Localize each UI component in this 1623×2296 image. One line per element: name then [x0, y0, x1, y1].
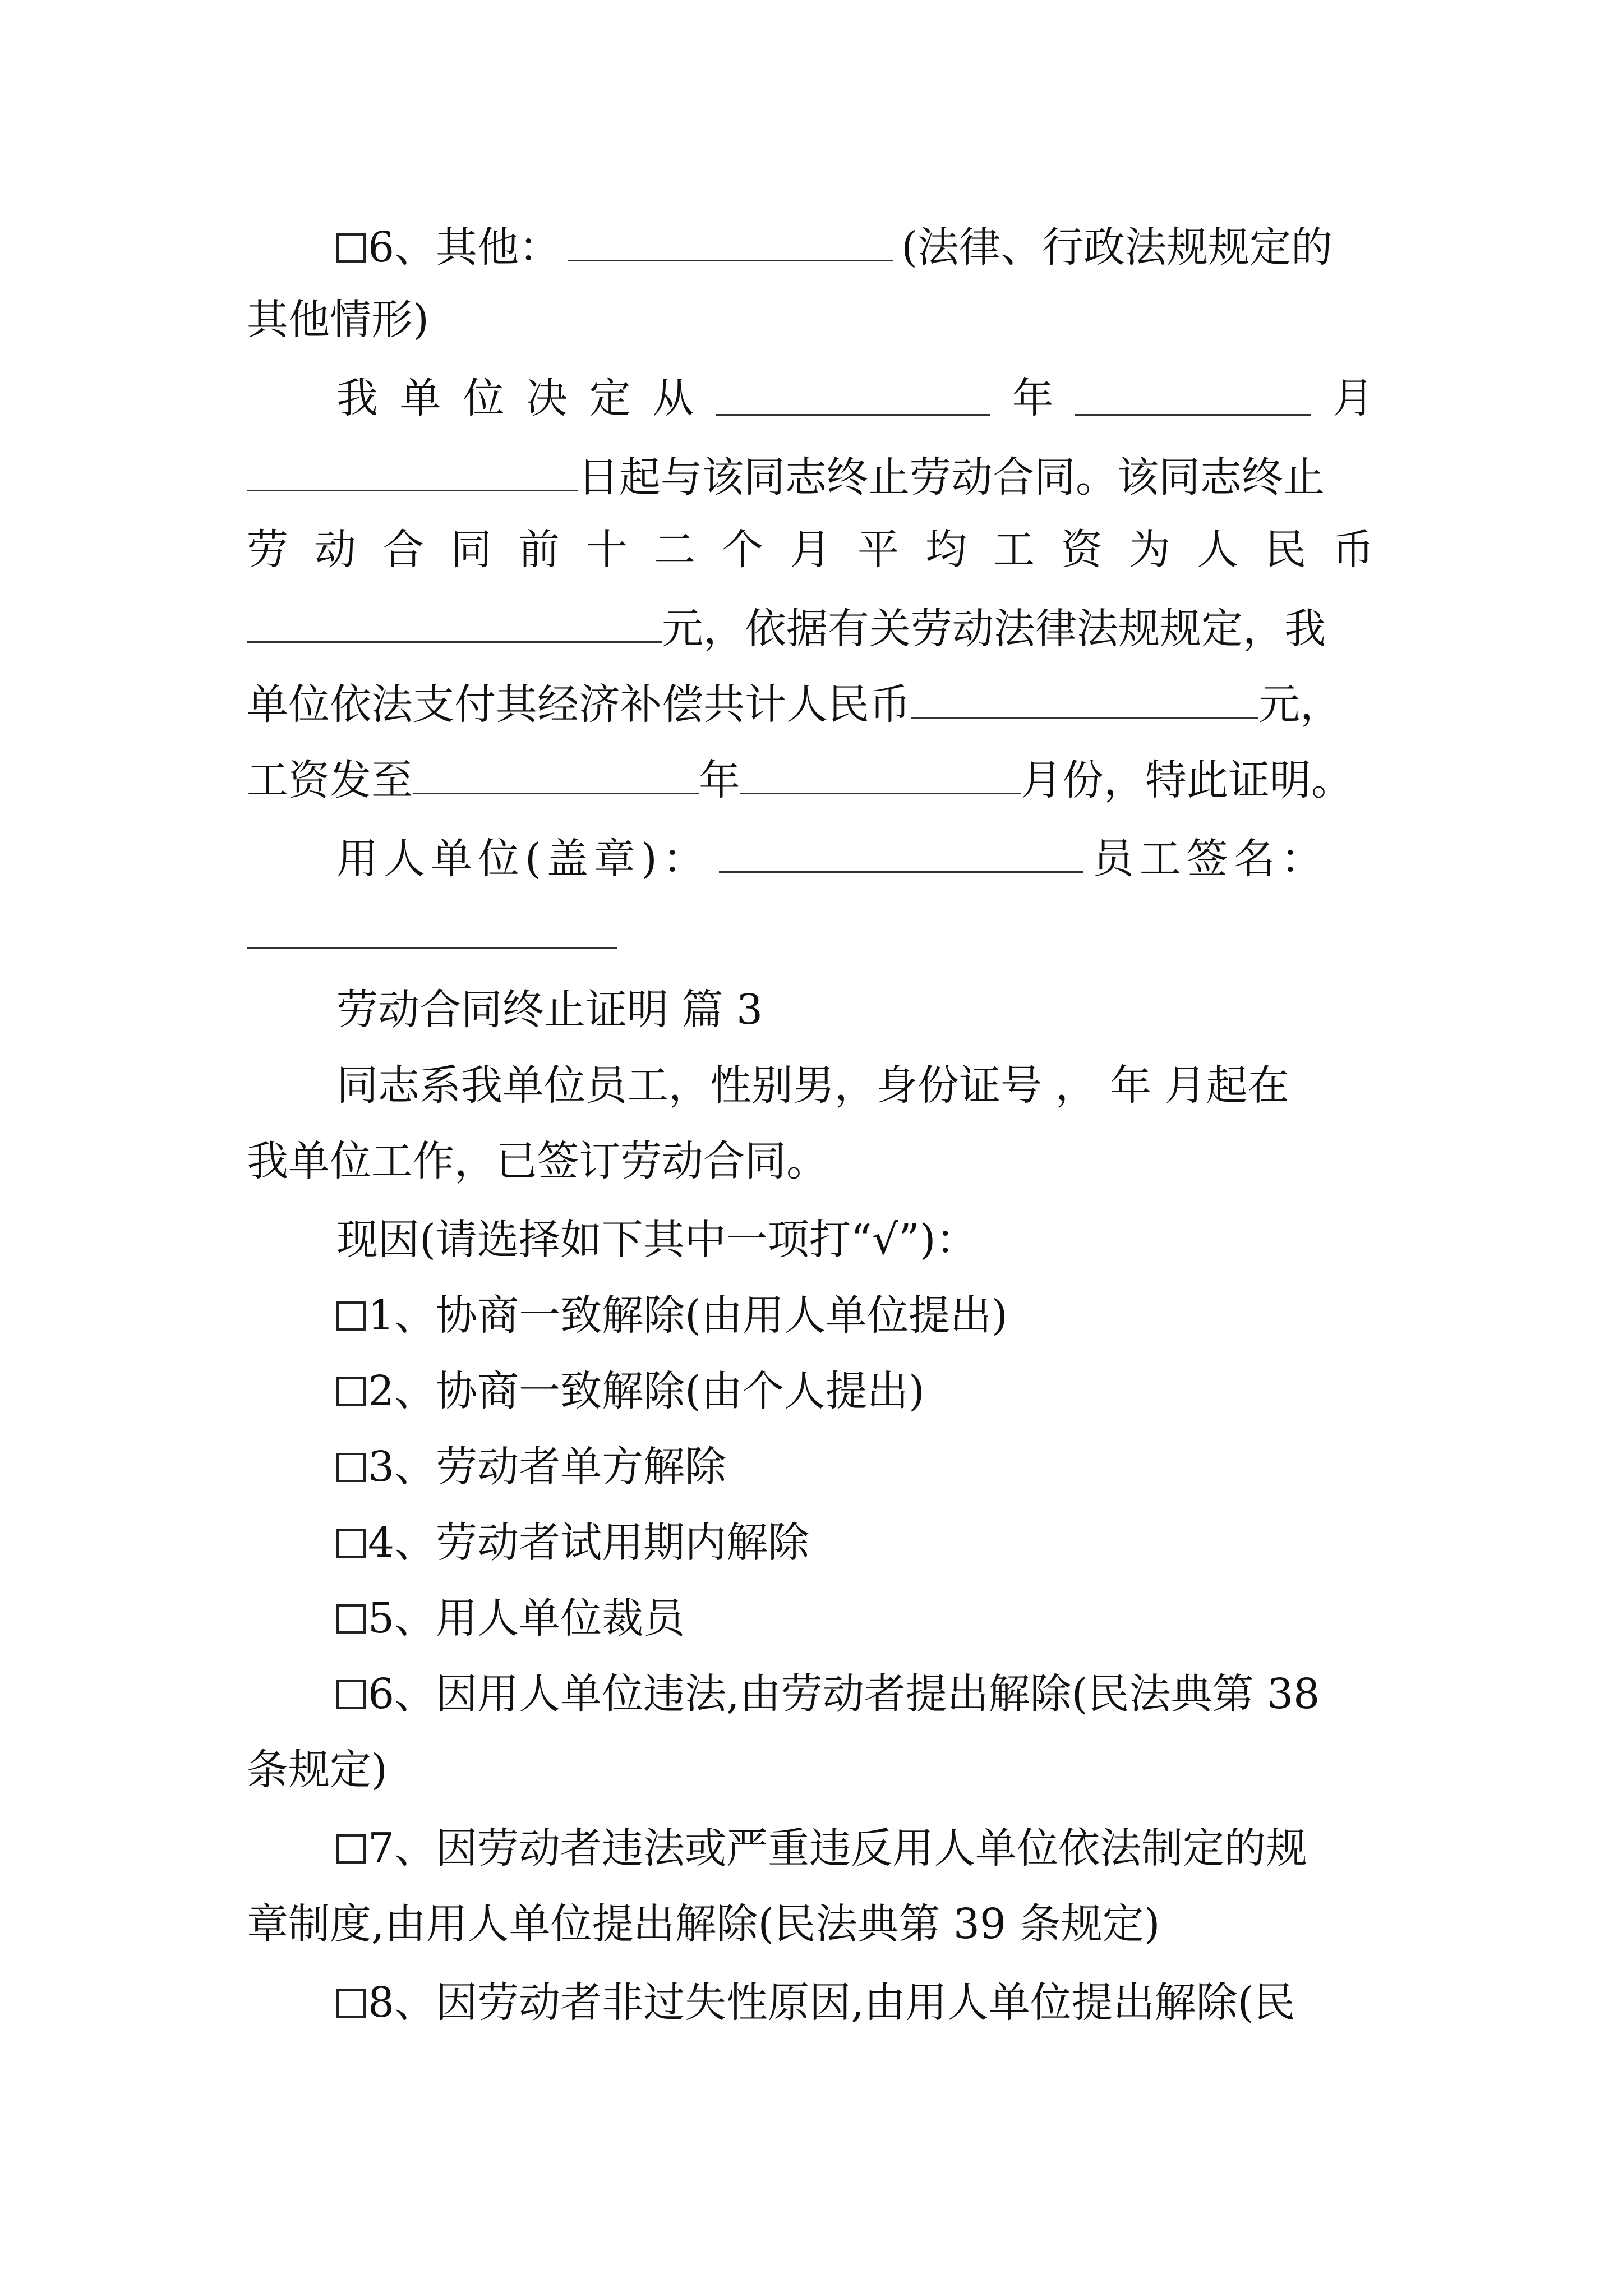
checkbox[interactable] [336, 1834, 366, 1864]
other-option-line: 6、其他： (法律、行政法规规定的 [336, 216, 1391, 275]
option-8: 8、因劳动者非过失性原因,由用人单位提出解除(民 [336, 1975, 1391, 2031]
checkbox[interactable] [336, 1377, 366, 1406]
employee-info-line-2: 我单位工作，已签订劳动合同。 [247, 1137, 828, 1185]
wage-year-blank[interactable] [413, 749, 699, 794]
checkbox[interactable] [336, 1529, 366, 1558]
checkbox[interactable] [336, 1989, 366, 2018]
section-title: 劳动合同终止证明 [336, 986, 668, 1034]
checkbox[interactable] [336, 233, 366, 263]
signature-line: 用人单位(盖章)： 员工签名： [336, 827, 1391, 887]
compensation-blank[interactable] [911, 673, 1258, 719]
section-heading [336, 982, 1391, 1038]
wage-month-blank[interactable] [740, 749, 1021, 794]
option-5: 5、用人单位裁员 [336, 1590, 1391, 1646]
option-4: 4、劳动者试用期内解除 [336, 1515, 1391, 1571]
option-1: 1、协商一致解除(由用人单位提出) [336, 1287, 1391, 1343]
average-wage-blank[interactable] [247, 597, 662, 643]
checkbox[interactable] [336, 1604, 366, 1634]
termination-date-line: 我 单 位 决 定 从 年 月 [336, 370, 1374, 426]
average-wage-line-2: 元，依据有关劳动法律法规规定，我 [247, 597, 1391, 657]
year-blank[interactable] [716, 370, 990, 416]
wage-paid-line: 工资发至 年 月份，特此证明。 [247, 749, 1391, 808]
employee-signature-blank-row [247, 903, 1391, 959]
average-wage-line: 劳 动 合 同 前 十 二 个 月 平 均 工 资 为 人 民 币 [247, 526, 1374, 574]
unit-seal-blank[interactable] [719, 827, 1083, 873]
option-6-line-2: 条规定) [247, 1746, 388, 1794]
checkbox[interactable] [336, 1301, 366, 1331]
section-number: 篇 3 [681, 986, 763, 1034]
option-6: 6、因用人单位违法,由劳动者提出解除(民法典第 38 [336, 1666, 1391, 1722]
other-blank[interactable] [568, 216, 893, 261]
option-2: 2、协商一致解除(由个人提出) [336, 1363, 1391, 1419]
other-option-line-2: 其他情形) [247, 296, 429, 344]
checkbox[interactable] [336, 1453, 366, 1482]
option-7: 7、因劳动者违法或严重违反用人单位依法制定的规 [336, 1820, 1391, 1876]
compensation-line: 单位依法支付其经济补偿共计人民币 元， [247, 673, 1391, 733]
month-blank[interactable] [1075, 370, 1311, 416]
checkbox[interactable] [336, 1680, 366, 1709]
termination-line-2: 日起与该同志终止劳动合同。该同志终止 [247, 446, 1391, 505]
day-blank[interactable] [247, 446, 578, 491]
employee-info-line: 同志系我单位员工，性别男，身份证号 ， 年 月起在 [336, 1061, 1289, 1110]
employee-signature-blank[interactable] [247, 903, 617, 949]
option-7-line-2: 章制度,由用人单位提出解除(民法典第 39 条规定) [247, 1900, 1160, 1948]
select-instruction: 现因(请选择如下其中一项打“√”)： [336, 1216, 978, 1264]
option-3: 3、劳动者单方解除 [336, 1439, 1391, 1495]
